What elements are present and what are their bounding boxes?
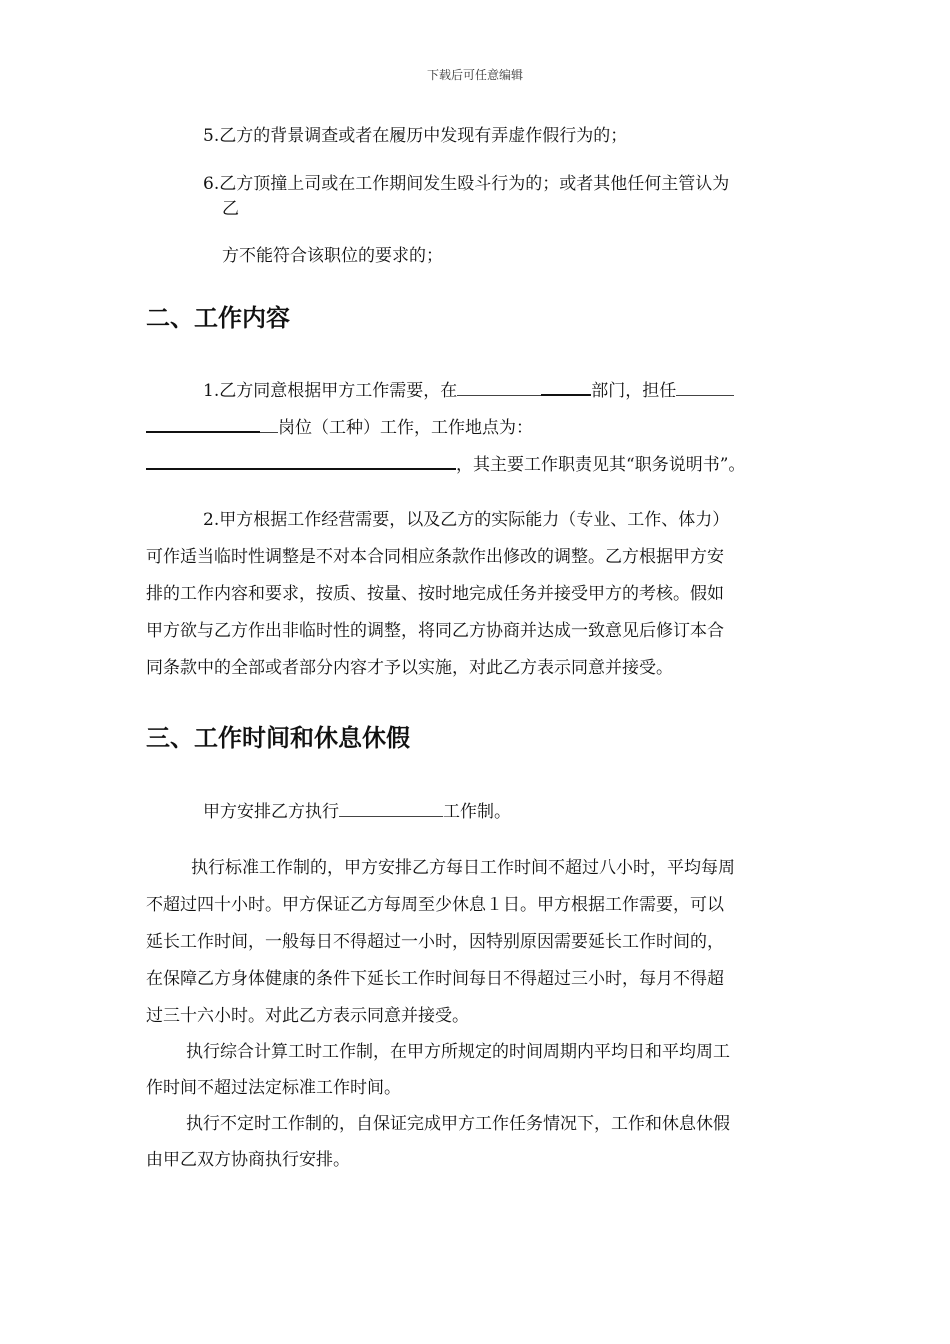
clause-item-6-line2: 乙 [222, 199, 239, 219]
location-blank[interactable] [146, 450, 456, 470]
section-2-p2-line1: 2.甲方根据工作经营需要，以及乙方的实际能力（专业、工作、体力） [203, 510, 730, 530]
section-3-p2-line5: 过三十六小时。对此乙方表示同意并接受。 [146, 1006, 469, 1026]
section-3-heading: 三、工作时间和休息休假 [146, 724, 410, 752]
section-3-p2-line2: 不超过四十小时。甲方保证乙方每周至少休息１日。甲方根据工作需要，可以 [146, 895, 724, 915]
clause-item-6-line1: 6.乙方顶撞上司或在工作期间发生殴斗行为的；或者其他任何主管认为 [203, 174, 730, 194]
position-blank-c[interactable] [260, 414, 278, 433]
position-blank-a[interactable] [676, 377, 734, 396]
section-2-p2-line3: 排的工作内容和要求，按质、按量、按时地完成任务并接受甲方的考核。假如 [146, 584, 724, 604]
section-3-p2-line3: 延长工作时间，一般每日不得超过一小时，因特别原因需要延长工作时间的， [146, 932, 724, 952]
section-2-p2-line2: 可作适当临时性调整是不对本合同相应条款作出修改的调整。乙方根据甲方安 [146, 547, 724, 567]
section-3-p3-line2: 作时间不超过法定标准工作时间。 [146, 1078, 401, 1098]
section-2-p2-line5: 同条款中的全部或者部分内容才予以实施，对此乙方表示同意并接受。 [146, 658, 673, 678]
clause-item-6-line3: 方不能符合该职位的要求的； [222, 246, 443, 266]
section-2-p1-line1 [203, 376, 734, 403]
header-note: 下载后可任意编辑 [426, 68, 523, 82]
section-3-p4-line1: 执行不定时工作制的，自保证完成甲方工作任务情况下，工作和休息休假 [186, 1114, 730, 1134]
section-3-p2-line4: 在保障乙方身体健康的条件下延长工作时间每日不得超过三小时，每月不得超 [146, 969, 724, 989]
section-2-p2-line4: 甲方欲与乙方作出非临时性的调整，将同乙方协商并达成一致意见后修订本合 [146, 621, 724, 641]
section-2-p1-text-b: 部门，担任 [591, 381, 677, 401]
section-2-p1-text-c: 岗位（工种）工作，工作地点为： [278, 418, 533, 438]
department-blank-a[interactable] [457, 377, 541, 396]
position-blank-b[interactable] [146, 413, 260, 433]
section-2-heading: 二、工作内容 [146, 304, 290, 332]
section-3-p1-text-b: 工作制。 [443, 802, 511, 822]
section-3-p4-line2: 由甲乙双方协商执行安排。 [146, 1150, 350, 1170]
section-3-p2-line1: 执行标准工作制的，甲方安排乙方每日工作时间不超过八小时，平均每周 [191, 858, 735, 878]
section-2-p1-line3 [146, 450, 745, 477]
clause-item-5: 5.乙方的背景调查或者在履历中发现有弄虚作假行为的； [203, 126, 628, 146]
section-2-p1-text-a: 1.乙方同意根据甲方工作需要，在 [203, 381, 458, 401]
section-2-p1-text-d: ，其主要工作职责见其“职务说明书”。 [456, 455, 746, 475]
section-3-p1-text-a: 甲方安排乙方执行 [203, 802, 339, 822]
section-2-p1-line2 [146, 413, 533, 440]
section-3-p3-line1: 执行综合计算工时工作制，在甲方所规定的时间周期内平均日和平均周工 [186, 1042, 730, 1062]
section-3-p1 [203, 798, 511, 824]
department-blank-b[interactable] [541, 376, 591, 396]
work-system-blank[interactable] [339, 798, 443, 817]
